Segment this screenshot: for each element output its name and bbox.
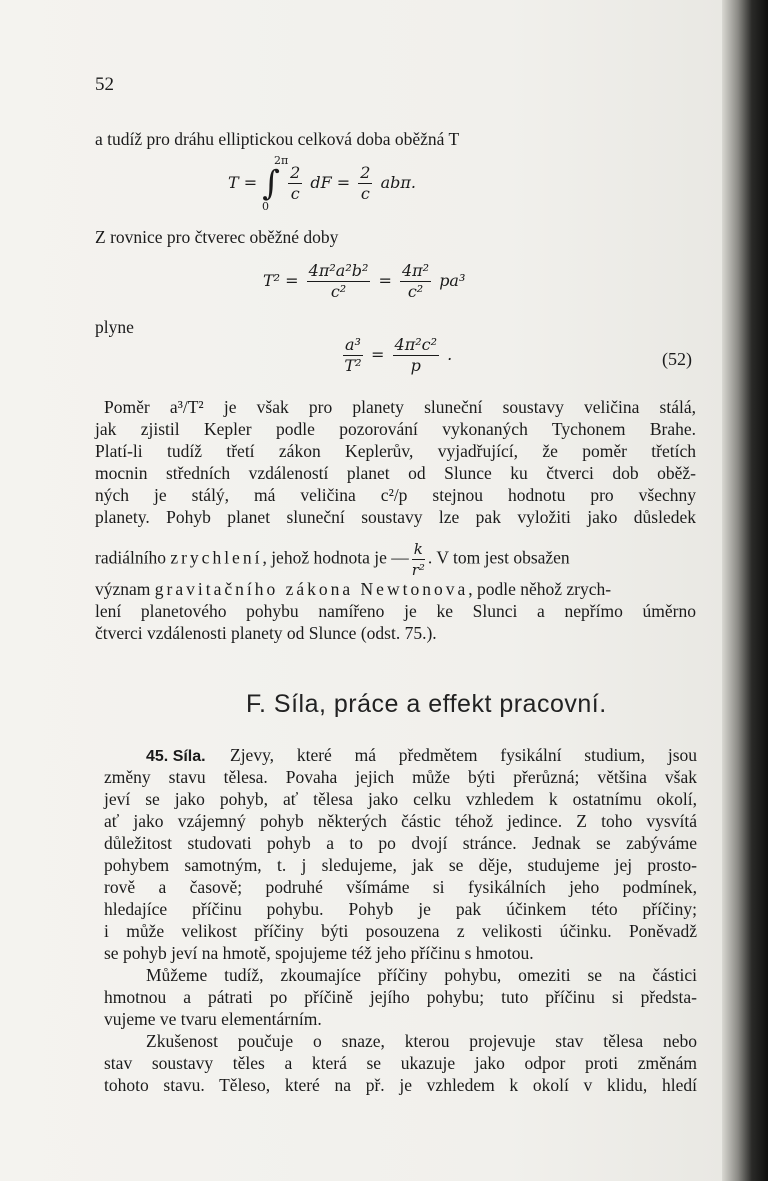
eq2-tail: pa³ — [439, 271, 466, 290]
eq1-tail: abπ. — [380, 173, 416, 192]
paragraph-line: Zkušenost poučuje o snaze, kterou projevuje stav tělesa nebo — [146, 1031, 697, 1051]
eq1-fraction-1: $\frac{2}{c}$ — [290, 163, 301, 203]
paragraph-line: důležitost studovati pohyb a to po dvojí stránce. Jednak se zabýváme — [104, 833, 697, 853]
paragraph-line: Můžeme tudíž, zkoumajíce příčiny pohybu, omeziti se na částici — [146, 965, 697, 985]
eq3-tail: . — [447, 345, 453, 364]
eq3-fraction-1: $\frac{\text{a³}}{\text{T²}}$ — [344, 335, 362, 375]
paragraph-line: hledajíce příčinu pohybu. Pohyb je pak účinkem této příčiny; — [104, 899, 697, 919]
spaced-term: zrychlení — [170, 547, 263, 568]
paragraph-line: vujeme ve tvaru elementárním. — [104, 1009, 322, 1029]
paragraph-line: stav soustavy těles a která se ukazuje jako odpor proti změnám — [104, 1053, 697, 1073]
radial-fraction: $\frac{k}{\text{r²}}$ — [411, 540, 425, 579]
paragraph-line: tohoto stavu. Těleso, které na př. je vzhledem k okolí v klidu, hledí — [104, 1075, 697, 1095]
paragraph-line: význam gravitačního zákona Newtonova, podle něhož zrych- — [95, 579, 612, 599]
paragraph-line: se pohyb jeví na hmotě, spojujeme též jeho příčinu s hmotou. — [104, 943, 534, 963]
word-plyne: plyne — [95, 317, 134, 337]
integral-upper-limit: 2π — [274, 154, 289, 167]
intro-line: a tudíž pro dráhu elliptickou celková doba oběžná T — [95, 129, 460, 149]
paragraph-line: ať jako vzájemný pohyb některých částic téhož jedince. Z toho vysvítá — [104, 811, 697, 831]
paragraph-line: čtverci vzdálenosti planety od Slunce (odst. 75.). — [95, 623, 437, 643]
section-title: F. Síla, práce a effekt pracovní. — [246, 690, 607, 718]
section-45-first-line — [146, 744, 206, 768]
paragraph-line: jak zjistil Kepler podle pozorování vykonaných Tychonem Brahe. — [95, 419, 696, 439]
integral-lower-limit: 0 — [262, 200, 269, 213]
paragraph-line: Platí-li tudíž třetí zákon Keplerův, vyjadřující, že poměr třetích — [95, 441, 696, 461]
paragraph-line: planety. Pohyb planet sluneční soustavy lze pak vyložiti jako důsledek — [95, 507, 696, 527]
paragraph-line: mocnin středních vzdáleností planet od Slunce ku čtverci dob oběž- — [95, 463, 696, 483]
line-z-rovnice: Z rovnice pro čtverec oběžné doby — [95, 227, 339, 247]
spaced-term: gravitačního zákona Newtonova — [154, 579, 469, 599]
equation-period-squared — [263, 262, 465, 301]
eq3-fraction-2: $\frac{\text{4π²c²}}{p}$ — [394, 335, 438, 375]
radial-acceleration-line: radiálního zrychlení, jehož hodnota je — $\frac{k}{\text{r²}}$ . V tom jest obsažen — [95, 540, 570, 579]
paragraph-line: rově a časově; podruhé všímáme si fysikálních jeho podmínek, — [104, 877, 697, 897]
eq2-lhs: T² = — [263, 271, 299, 290]
eq2-eq: = — [378, 271, 392, 290]
paragraph-line: Zjevy, které má předmětem fysikální studium, jsou — [230, 745, 697, 765]
eq1-mid: dF = — [310, 173, 351, 192]
paragraph-line: ných je stálý, má veličina c²/p stejnou hodnotu pro všechny — [95, 485, 696, 505]
equation-number: (52) — [662, 349, 692, 369]
book-spine-shadow — [722, 0, 768, 1181]
equation-period — [228, 154, 528, 216]
paragraph-line: pohybem samotným, t. j sledujeme, jak se děje, studujeme jej prosto- — [104, 855, 697, 875]
paragraph-line: Poměr a³/T² je však pro planety sluneční soustavy veličina stálá, — [104, 397, 696, 417]
section-45-heading: 45. Síla. — [146, 748, 206, 765]
eq2-fraction-2: $\frac{\text{4π²}}{\text{c²}}$ — [401, 261, 430, 301]
paragraph-line: jeví se jako pohyb, ať tělesa jako celku vzhledem k ostatnímu okolí, — [104, 789, 697, 809]
paragraph-line: změny stavu tělesa. Povaha jejich může býti přerůzná; většina však — [104, 767, 697, 787]
eq1-fraction-2: $\frac{2}{c}$ — [360, 163, 371, 203]
paragraph-line: hmotnou a pátrati po příčině jejího pohybu; tuto příčinu si předsta- — [104, 987, 697, 1007]
page-number: 52 — [95, 74, 114, 95]
equation-52 — [340, 336, 452, 375]
integral-sign: ∫ — [262, 163, 280, 204]
eq3-eq: = — [371, 345, 385, 364]
eq2-fraction-1: $\frac{\text{4π²a²b²}}{\text{c²}}$ — [308, 261, 369, 301]
paragraph-line: i může velikost příčiny býti posouzena z velikosti účinku. Poněvadž — [104, 921, 697, 941]
paragraph-line: lení planetového pohybu namířeno je ke Slunci a nepřímo úměrno — [95, 601, 696, 621]
eq1-lhs: T = — [228, 173, 258, 192]
